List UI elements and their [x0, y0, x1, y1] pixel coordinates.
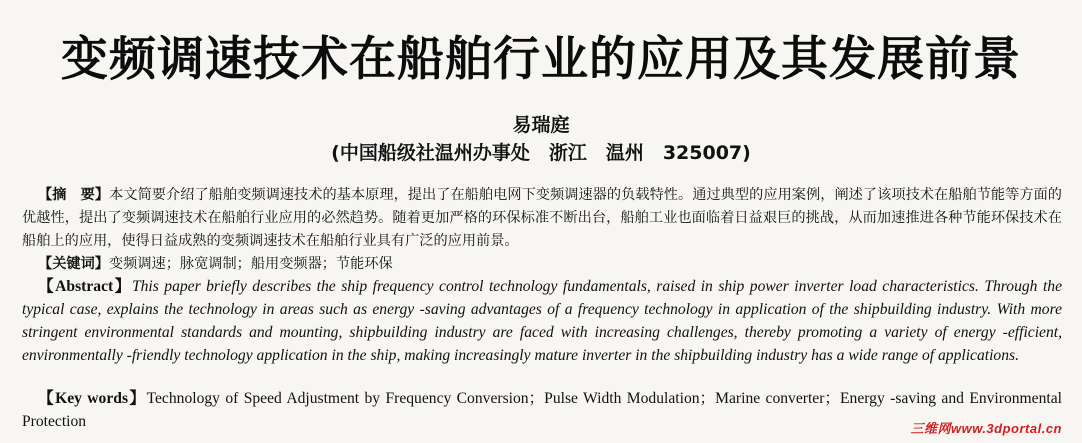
abstract-zh-label: 【摘 要】: [38, 187, 110, 203]
keywords-zh: [22, 253, 1062, 276]
keywords-zh-label: 【关键词】: [38, 256, 109, 272]
abstract-zh-text: 本文简要介绍了船舶变频调速技术的基本原理，提出了在船舶电网下变频调速器的负载特性。通过典型的应用案例，阐述了该项技术在船舶节能等方面的优越性，提出了变频调速技术在船舶行业应用的必然趋势。随着更加严格的环保标准不断出台，船舶工业也面临着日益艰巨的挑战，从而加速推进各种节能环保技术在船舶上的应用，使得日益成熟的变频调速技术在船舶行业具有广泛的应用前景。: [22, 187, 1062, 249]
abstract-en-label: 【Abstract】: [38, 278, 132, 295]
keywords-en-text: Technology of Speed Adjustment by Frequency Conversion；Pulse Width Modulation；Marine converter；Energy -saving and Environmental Protection: [22, 390, 1062, 430]
keywords-en-label: 【Key words】: [38, 390, 147, 407]
keywords-zh-text: 变频调速；脉宽调制；船用变频器；节能环保: [108, 256, 393, 272]
keywords-en: [22, 387, 1062, 433]
author-name: 易瑞庭: [512, 114, 570, 136]
paper-title: 变频调速技术在船舶行业的应用及其发展前景: [61, 32, 1021, 87]
site-watermark: 三维网www.3dportal.cn: [910, 421, 1062, 436]
abstract-zh: [22, 184, 1062, 253]
abstract-en-text: This paper briefly describes the ship frequency control technology fundamentals, raised in ship power inverter load characteristics. Through the typical case, explains the technology in areas such as energy -saving advantages of a frequency technology in application of the shipbuilding industry. With more stringent environmental standards and mounting, shipbuilding industry are faced with increasing challenges, thereby promoting a variety of energy -efficient, environmentally -friendly technology application in the ship, making increasingly mature inverter in the shipbuilding industry has a wide range of applications.: [22, 278, 1062, 364]
abstract-en: [22, 275, 1062, 367]
author-affiliation: (中国船级社温州办事处 浙江 温州 325007): [331, 142, 751, 164]
